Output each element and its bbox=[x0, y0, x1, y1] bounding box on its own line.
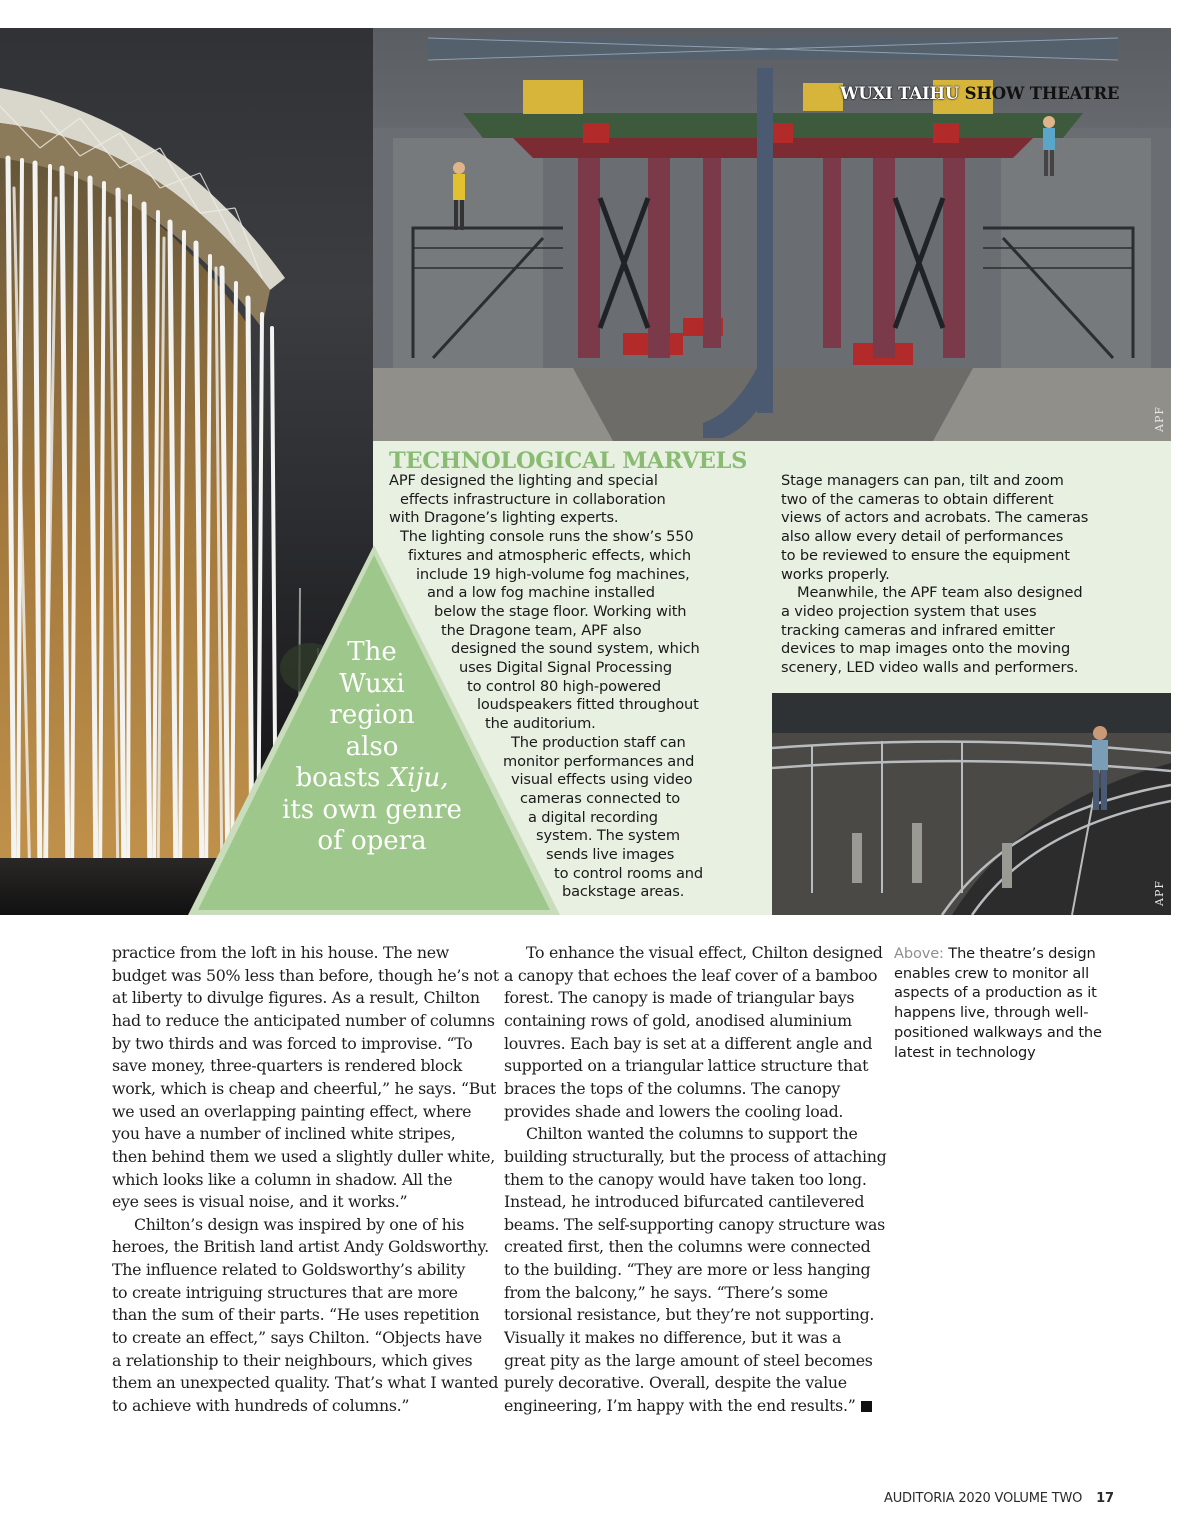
article-text-line: them to the canopy would have taken too long. bbox=[504, 1169, 867, 1189]
article-text-line: from the balcony,” he says. “There’s some bbox=[504, 1282, 828, 1302]
caption-lead: Above: bbox=[894, 945, 944, 962]
article-text-line: we used an overlapping painting effect, where bbox=[112, 1101, 472, 1121]
article-text-line: by two thirds and was forced to improvise. “To bbox=[112, 1033, 473, 1053]
article-text-line: engineering, I’m happy with the end results.” bbox=[504, 1395, 872, 1418]
article-text-line: than the sum of their parts. “He uses repetition bbox=[112, 1305, 480, 1325]
article-text-line: provides shade and lowers the cooling load. bbox=[504, 1101, 844, 1121]
article-text-line: building structurally, but the process of attaching bbox=[504, 1146, 887, 1166]
photo-caption bbox=[894, 944, 1134, 1062]
sidebar-text-line: The production staff can bbox=[511, 733, 686, 751]
pull-quote-italic: Xiju, bbox=[388, 763, 449, 793]
sidebar-text-line: below the stage floor. Working with bbox=[434, 602, 687, 620]
article-text-line: created first, then the columns were connected bbox=[504, 1237, 871, 1257]
article-text-line: to the building. “They are more or less hanging bbox=[504, 1260, 871, 1280]
article-text-line: to achieve with hundreds of columns.” bbox=[112, 1396, 410, 1415]
article-text-line: which looks like a column in shadow. All the bbox=[112, 1169, 453, 1189]
article-text-line: louvres. Each bay is set at a different angle and bbox=[504, 1033, 873, 1053]
article-text-line: torsional resistance, but they’re not supporting. bbox=[504, 1305, 875, 1325]
sidebar-text-line: works properly. bbox=[781, 565, 890, 583]
sidebar-text-line: also allow every detail of performances bbox=[781, 528, 1064, 546]
sidebar-text-line: visual effects using video bbox=[511, 771, 693, 789]
sidebar-text-line: include 19 high-volume fog machines, bbox=[416, 565, 690, 583]
article-text-line: forest. The canopy is made of triangular bays bbox=[504, 988, 855, 1008]
article-text-line: heroes, the British land artist Andy Goldsworthy. bbox=[112, 1237, 489, 1257]
article-text-line: save money, three-quarters is rendered block bbox=[112, 1056, 463, 1076]
sidebar-text-line: system. The system bbox=[536, 827, 680, 845]
sidebar-text-line: uses Digital Signal Processing bbox=[459, 659, 672, 676]
publication-name: AUDITORIA 2020 VOLUME TWO bbox=[884, 1491, 1083, 1506]
pull-quote-line: The bbox=[347, 637, 397, 667]
article-text-line: eye sees is visual noise, and it works.” bbox=[112, 1192, 408, 1212]
pull-quote-line: its own genre bbox=[282, 794, 462, 825]
sidebar-text-line: The lighting console runs the show’s 550 bbox=[400, 528, 694, 546]
pull-quote-line: region bbox=[329, 700, 415, 730]
end-of-article-mark bbox=[861, 1401, 872, 1412]
article-text-line: The influence related to Goldsworthy’s ability bbox=[112, 1260, 465, 1280]
sidebar-text-line: to be reviewed to ensure the equipment bbox=[781, 546, 1070, 564]
sidebar-text-line: APF designed the lighting and special bbox=[389, 472, 658, 489]
article-text-line: a relationship to their neighbours, which gives bbox=[112, 1350, 473, 1370]
sidebar-text-line: loudspeakers fitted throughout bbox=[477, 696, 699, 714]
article-text-line: beams. The self-supporting canopy structure was bbox=[504, 1214, 885, 1234]
sidebar-text-line: cameras connected to bbox=[520, 789, 681, 807]
sidebar-text-line: views of actors and acrobats. The cameras bbox=[781, 509, 1089, 527]
article-text-line: Chilton wanted the columns to support the bbox=[526, 1124, 858, 1144]
article-text-line: To enhance the visual effect, Chilton designed bbox=[526, 943, 883, 962]
article-text-line: Chilton’s design was inspired by one of his bbox=[134, 1214, 464, 1234]
sidebar-text-line: Meanwhile, the APF team also designed bbox=[797, 584, 1083, 602]
walkway-photo-credit: APF bbox=[1153, 880, 1166, 906]
sidebar-text-line: the Dragone team, APF also bbox=[441, 621, 642, 639]
article-text-line: braces the tops of the columns. The canopy bbox=[504, 1078, 841, 1098]
sidebar-text-line: a video projection system that uses bbox=[781, 602, 1037, 620]
article-text-line: to create an effect,” says Chilton. “Objects have bbox=[112, 1328, 482, 1348]
section-label bbox=[840, 84, 1119, 103]
article-text-line: them an unexpected quality. That’s what I wanted bbox=[112, 1373, 499, 1393]
section-label-part1: WUXI TAIHU bbox=[840, 84, 965, 103]
article-text-line: purely decorative. Overall, despite the value bbox=[504, 1373, 847, 1393]
article-text-line: Visually it makes no difference, but it was a bbox=[504, 1328, 842, 1348]
pull-quote-text: boasts bbox=[295, 763, 389, 793]
caption-text: The theatre’s design enables crew to monitor all aspects of a production as it happens live, through well-positioned walkways and the latest in technology bbox=[894, 945, 1102, 1061]
stage-photo-credit: APF bbox=[1153, 406, 1166, 432]
article-text-line: great pity as the large amount of steel becomes bbox=[504, 1350, 873, 1370]
article-text-line: supported on a triangular lattice structure that bbox=[504, 1056, 869, 1076]
page-number: 17 bbox=[1096, 1491, 1114, 1506]
article-text-line: at liberty to divulge figures. As a result, Chilton bbox=[112, 988, 480, 1008]
article-text-line: then behind them we used a slightly duller white, bbox=[112, 1146, 495, 1166]
article-text-line: containing rows of gold, anodised aluminium bbox=[504, 1010, 852, 1030]
sidebar-text-line: backstage areas. bbox=[562, 883, 685, 901]
sidebar-text-line: devices to map images onto the moving bbox=[781, 640, 1071, 658]
article-text-line: a canopy that echoes the leaf cover of a bamboo bbox=[504, 965, 878, 985]
walkway-illustration bbox=[772, 693, 1171, 915]
sidebar-text-line: Stage managers can pan, tilt and zoom bbox=[781, 472, 1064, 489]
article-column-2 bbox=[0, 942, 890, 1422]
sidebar-text-line: two of the cameras to obtain different bbox=[781, 490, 1054, 508]
sidebar-text-line: a digital recording bbox=[528, 808, 658, 826]
article-text-line: work, which is cheap and cheerful,” he says. “But bbox=[112, 1078, 496, 1098]
pull-quote-line: Wuxi bbox=[339, 668, 405, 699]
walkway-render bbox=[772, 693, 1171, 915]
article-text-line: Instead, he introduced bifurcated cantilevered bbox=[504, 1192, 865, 1212]
sidebar-text-line: and a low fog machine installed bbox=[427, 584, 655, 602]
sidebar-text-line: to control rooms and bbox=[554, 864, 703, 882]
article-text-line: to create intriguing structures that are more bbox=[112, 1282, 458, 1302]
sidebar-text-line: designed the sound system, which bbox=[451, 640, 700, 658]
article-text-line: practice from the loft in his house. The new bbox=[112, 943, 450, 962]
sidebar-text-line: scenery, LED video walls and performers. bbox=[781, 659, 1079, 676]
article-text-line: had to reduce the anticipated number of columns bbox=[112, 1010, 495, 1030]
section-label-part2: SHOW THEATRE bbox=[964, 84, 1120, 103]
pull-quote-line: of opera bbox=[317, 826, 427, 856]
pull-quote-line: also bbox=[345, 731, 399, 762]
sidebar-text-line: monitor performances and bbox=[503, 752, 695, 770]
article-text-line: you have a number of inclined white stripes, bbox=[112, 1124, 456, 1144]
article-text-line: budget was 50% less than before, though he’s not bbox=[112, 965, 499, 985]
sidebar-text-line: to control 80 high-powered bbox=[467, 677, 661, 695]
sidebar-text-line: effects infrastructure in collaboration bbox=[400, 490, 666, 508]
sidebar-text-line: fixtures and atmospheric effects, which bbox=[408, 546, 691, 564]
sidebar-text-line: the auditorium. bbox=[485, 715, 596, 733]
sidebar-column-2 bbox=[0, 472, 1171, 692]
sidebar-text-line: with Dragone’s lighting experts. bbox=[389, 509, 619, 527]
page-footer bbox=[884, 1491, 1114, 1506]
sidebar-text-line: tracking cameras and infrared emitter bbox=[781, 621, 1055, 639]
sidebar-heading: TECHNOLOGICAL MARVELS bbox=[389, 448, 748, 474]
sidebar-text-line: sends live images bbox=[546, 846, 675, 863]
